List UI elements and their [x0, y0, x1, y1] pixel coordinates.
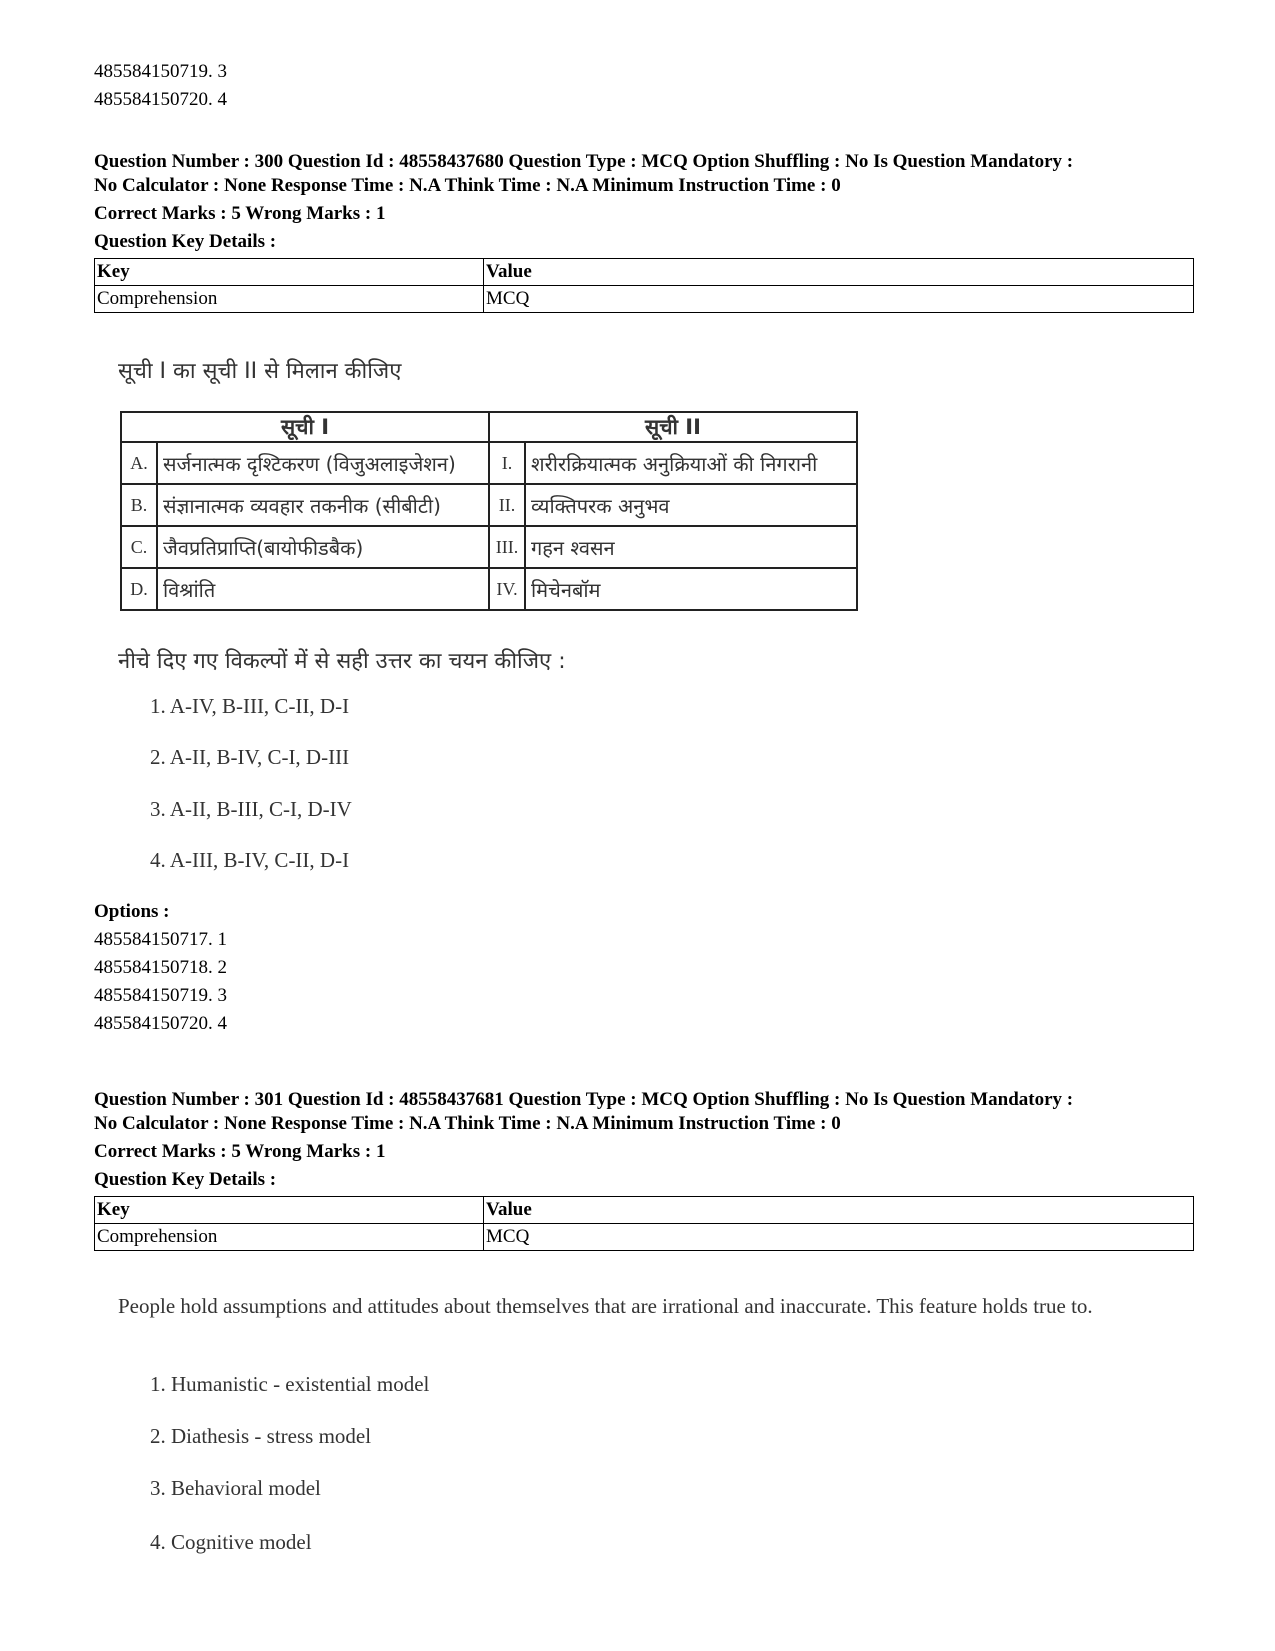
question-300-choice-2: 2. A-II, B-IV, C-I, D-III — [150, 745, 350, 769]
key-table-header-row — [95, 1197, 1194, 1224]
match-table-header-row — [121, 412, 857, 442]
question-301-key-table — [94, 1196, 1194, 1251]
list-2-item: गहन श्वसन — [525, 526, 857, 568]
page-content — [94, 58, 1194, 114]
question-300-choice-1: 1. A-IV, B-III, C-II, D-I — [150, 694, 350, 718]
match-row — [121, 526, 857, 568]
key-table-header-row — [95, 259, 1194, 286]
question-301-choice-4: 4. Cognitive model — [150, 1530, 312, 1554]
question-301-choice-3: 3. Behavioral model — [150, 1476, 321, 1500]
list-2-header: सूची II — [489, 412, 857, 442]
key-header: Key — [95, 1197, 484, 1224]
options-label: Options : — [94, 901, 170, 922]
list-1-item: विश्रांति — [157, 568, 489, 610]
row-letter: C. — [121, 526, 157, 568]
key-table-row — [95, 286, 1194, 313]
value-cell: MCQ — [484, 286, 1194, 313]
row-letter: D. — [121, 568, 157, 610]
match-row — [121, 568, 857, 610]
option-2: 485584150718. 2 — [94, 957, 227, 978]
value-header: Value — [484, 1197, 1194, 1224]
question-300-key-label: Question Key Details : — [94, 231, 277, 252]
question-301-meta-line1: Question Number : 301 Question Id : 48558437681 Question Type : MCQ Option Shuffling : No Is Question Mandatory : — [94, 1089, 1074, 1110]
question-300-meta-line2: No Calculator : None Response Time : N.A Think Time : N.A Minimum Instruction Time : 0 — [94, 175, 841, 196]
prev-option-3: 485584150719. 3 — [94, 61, 227, 82]
question-301-meta-line2: No Calculator : None Response Time : N.A Think Time : N.A Minimum Instruction Time : 0 — [94, 1113, 841, 1134]
value-header: Value — [484, 259, 1194, 286]
question-301-key-label: Question Key Details : — [94, 1169, 277, 1190]
question-300-instruction: नीचे दिए गए विकल्पों में से सही उत्तर का चयन कीजिए : — [118, 649, 566, 674]
key-header: Key — [95, 259, 484, 286]
question-301-choice-1: 1. Humanistic - existential model — [150, 1372, 430, 1396]
row-numeral: III. — [489, 526, 525, 568]
question-300-header — [94, 150, 1194, 313]
row-numeral: II. — [489, 484, 525, 526]
match-table — [120, 411, 858, 611]
match-row — [121, 442, 857, 484]
row-numeral: I. — [489, 442, 525, 484]
question-301-header — [94, 1088, 1194, 1251]
question-300-choice-3: 3. A-II, B-III, C-I, D-IV — [150, 797, 352, 821]
row-letter: B. — [121, 484, 157, 526]
row-numeral: IV. — [489, 568, 525, 610]
option-4: 485584150720. 4 — [94, 1013, 227, 1034]
question-301-marks: Correct Marks : 5 Wrong Marks : 1 — [94, 1141, 386, 1162]
option-3: 485584150719. 3 — [94, 985, 227, 1006]
list-2-item: शरीरक्रियात्मक अनुक्रियाओं की निगरानी — [525, 442, 857, 484]
question-300-title: सूची I का सूची II से मिलान कीजिए — [118, 359, 402, 384]
prev-option-4: 485584150720. 4 — [94, 89, 227, 110]
question-301-choice-2: 2. Diathesis - stress model — [150, 1424, 372, 1448]
question-300-choice-4: 4. A-III, B-IV, C-II, D-I — [150, 848, 350, 872]
question-300-meta-line1: Question Number : 300 Question Id : 48558437680 Question Type : MCQ Option Shuffling : No Is Question Mandatory : — [94, 151, 1074, 172]
list-1-header: सूची I — [121, 412, 489, 442]
key-cell: Comprehension — [95, 286, 484, 313]
list-2-item: मिचेनबॉम — [525, 568, 857, 610]
question-300-marks: Correct Marks : 5 Wrong Marks : 1 — [94, 203, 386, 224]
list-1-item: सर्जनात्मक दृश्टिकरण (विजुअलाइजेशन) — [157, 442, 489, 484]
option-1: 485584150717. 1 — [94, 929, 227, 950]
list-1-item: जैवप्रतिप्राप्ति(बायोफीडबैक) — [157, 526, 489, 568]
key-cell: Comprehension — [95, 1224, 484, 1251]
list-2-item: व्यक्तिपरक अनुभव — [525, 484, 857, 526]
question-301-stem: People hold assumptions and attitudes about themselves that are irrational and inaccurate. This feature holds true to. — [118, 1294, 1093, 1318]
list-1-item: संज्ञानात्मक व्यवहार तकनीक (सीबीटी) — [157, 484, 489, 526]
question-300-key-table — [94, 258, 1194, 313]
value-cell: MCQ — [484, 1224, 1194, 1251]
row-letter: A. — [121, 442, 157, 484]
question-300-options — [94, 898, 1194, 1038]
match-row — [121, 484, 857, 526]
key-table-row — [95, 1224, 1194, 1251]
